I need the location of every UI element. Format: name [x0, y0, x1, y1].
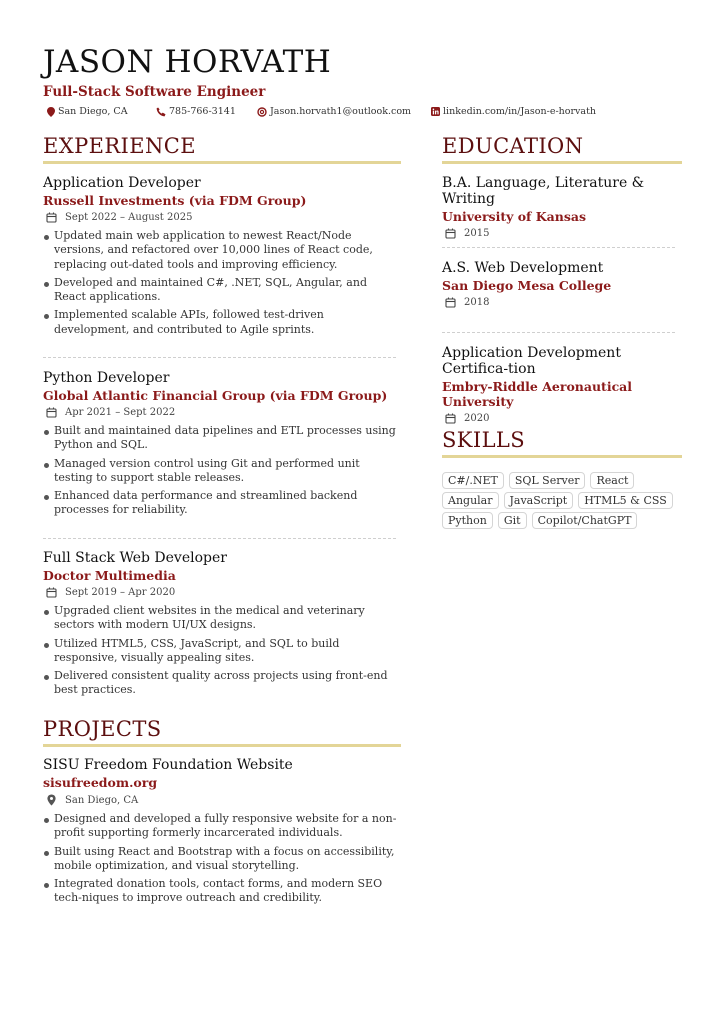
institution: University of Kansas [442, 209, 587, 224]
skill-tag: Copilot/ChatGPT [532, 512, 638, 529]
calendar-icon [445, 228, 456, 239]
project-entry [43, 757, 401, 910]
skill-tag: HTML5 & CSS [578, 492, 673, 509]
entry-title: Application Developer [43, 175, 201, 191]
institution: San Diego Mesa College [442, 278, 612, 293]
list-item: Developed and maintained C#, .NET, SQL, Angular, and React applications. [43, 276, 401, 305]
entry-organization: Doctor Multimedia [43, 568, 176, 583]
calendar-icon [46, 407, 57, 418]
skills-tags [442, 472, 687, 529]
calendar-icon [46, 587, 57, 598]
experience-section [43, 134, 401, 164]
projects-heading: PROJECTS [43, 717, 401, 747]
entry-bullets [43, 812, 401, 906]
entry-dates: Sept 2019 – Apr 2020 [43, 587, 401, 598]
skill-tag: SQL Server [509, 472, 586, 489]
entry-title: Full Stack Web Developer [43, 550, 227, 566]
entry-dates: Apr 2021 – Sept 2022 [43, 407, 401, 418]
institution: Embry-Riddle Aeronautical University [442, 379, 633, 409]
experience-entry [43, 370, 401, 522]
list-item: Designed and developed a fully responsive website for a non-profit supporting formerly incarcerated individuals. [43, 812, 401, 841]
entry-title: SISU Freedom Foundation Website [43, 757, 293, 773]
list-item: Enhanced data performance and streamlined backend processes for reliability. [43, 489, 401, 518]
degree-title: A.S. Web Development [442, 260, 604, 276]
entry-bullets [43, 424, 401, 518]
experience-entry [43, 550, 401, 702]
degree-title: B.A. Language, Literature & Writing [442, 175, 645, 207]
calendar-icon [445, 413, 456, 424]
entry-location: San Diego, CA [43, 794, 401, 806]
entry-bullets [43, 604, 401, 698]
skills-section [442, 428, 682, 529]
map-pin-icon [46, 794, 57, 806]
education-entry [442, 345, 668, 424]
list-item: Built using React and Bootstrap with a focus on accessibility, mobile optimization, and visual storytelling. [43, 845, 401, 874]
entry-bullets [43, 229, 401, 337]
list-item: Updated main web application to newest React/Node versions, and refactored over 10,000 lines of React code, replacing out-dated tools and improving efficiency. [43, 229, 401, 272]
entry-divider [442, 332, 675, 333]
list-item: Built and maintained data pipelines and ETL processes using Python and SQL. [43, 424, 401, 453]
skills-heading: SKILLS [442, 428, 682, 458]
education-heading: EDUCATION [442, 134, 682, 164]
list-item: Managed version control using Git and performed unit testing to support stable releases. [43, 457, 401, 486]
graduation-year: 2020 [442, 413, 668, 424]
list-item: Implemented scalable APIs, followed test-driven development, and contributed to Agile sprints. [43, 308, 401, 337]
job-title: Full-Stack Software Engineer [43, 84, 266, 100]
education-entry [442, 260, 682, 308]
graduation-year: 2018 [442, 297, 682, 308]
experience-entry [43, 175, 401, 341]
calendar-icon [46, 212, 57, 223]
entry-organization: Russell Investments (via FDM Group) [43, 193, 307, 208]
phone-icon [156, 107, 166, 117]
degree-title: Application Development Certifica-tion [442, 345, 621, 377]
list-item: Upgraded client websites in the medical and veterinary sectors with modern UI/UX designs. [43, 604, 401, 633]
entry-dates: Sept 2022 – August 2025 [43, 212, 401, 223]
contact-phone[interactable]: 785-766-3141 [156, 106, 236, 117]
contact-email[interactable]: Jason.horvath1@outlook.com [257, 106, 411, 117]
skill-tag: Angular [442, 492, 499, 509]
at-icon [257, 107, 267, 117]
entry-divider [442, 247, 675, 248]
calendar-icon [445, 297, 456, 308]
skill-tag: Python [442, 512, 493, 529]
entry-divider [43, 357, 396, 358]
education-entry [442, 175, 682, 239]
contact-location: San Diego, CA [47, 106, 128, 117]
skill-tag: C#/.NET [442, 472, 504, 489]
list-item: Utilized HTML5, CSS, JavaScript, and SQL to build responsive, visually appealing sites. [43, 637, 401, 666]
list-item: Delivered consistent quality across projects using front-end best practices. [43, 669, 401, 698]
linkedin-icon [431, 107, 440, 116]
skill-tag: JavaScript [504, 492, 574, 509]
projects-section [43, 717, 401, 747]
graduation-year: 2015 [442, 228, 682, 239]
list-item: Integrated donation tools, contact forms, and modern SEO tech-niques to improve outreach and credibility. [43, 877, 401, 906]
skill-tag: Git [498, 512, 527, 529]
contact-linkedin[interactable]: linkedin.com/in/Jason-e-horvath [431, 106, 596, 117]
entry-organization: Global Atlantic Financial Group (via FDM Group) [43, 388, 388, 403]
education-section [442, 134, 682, 164]
experience-heading: EXPERIENCE [43, 134, 401, 164]
entry-title: Python Developer [43, 370, 170, 386]
entry-divider [43, 538, 396, 539]
skill-tag: React [590, 472, 634, 489]
project-link[interactable]: sisufreedom.org [43, 775, 158, 790]
map-pin-icon [47, 107, 55, 117]
candidate-name: JASON HORVATH [43, 44, 332, 80]
